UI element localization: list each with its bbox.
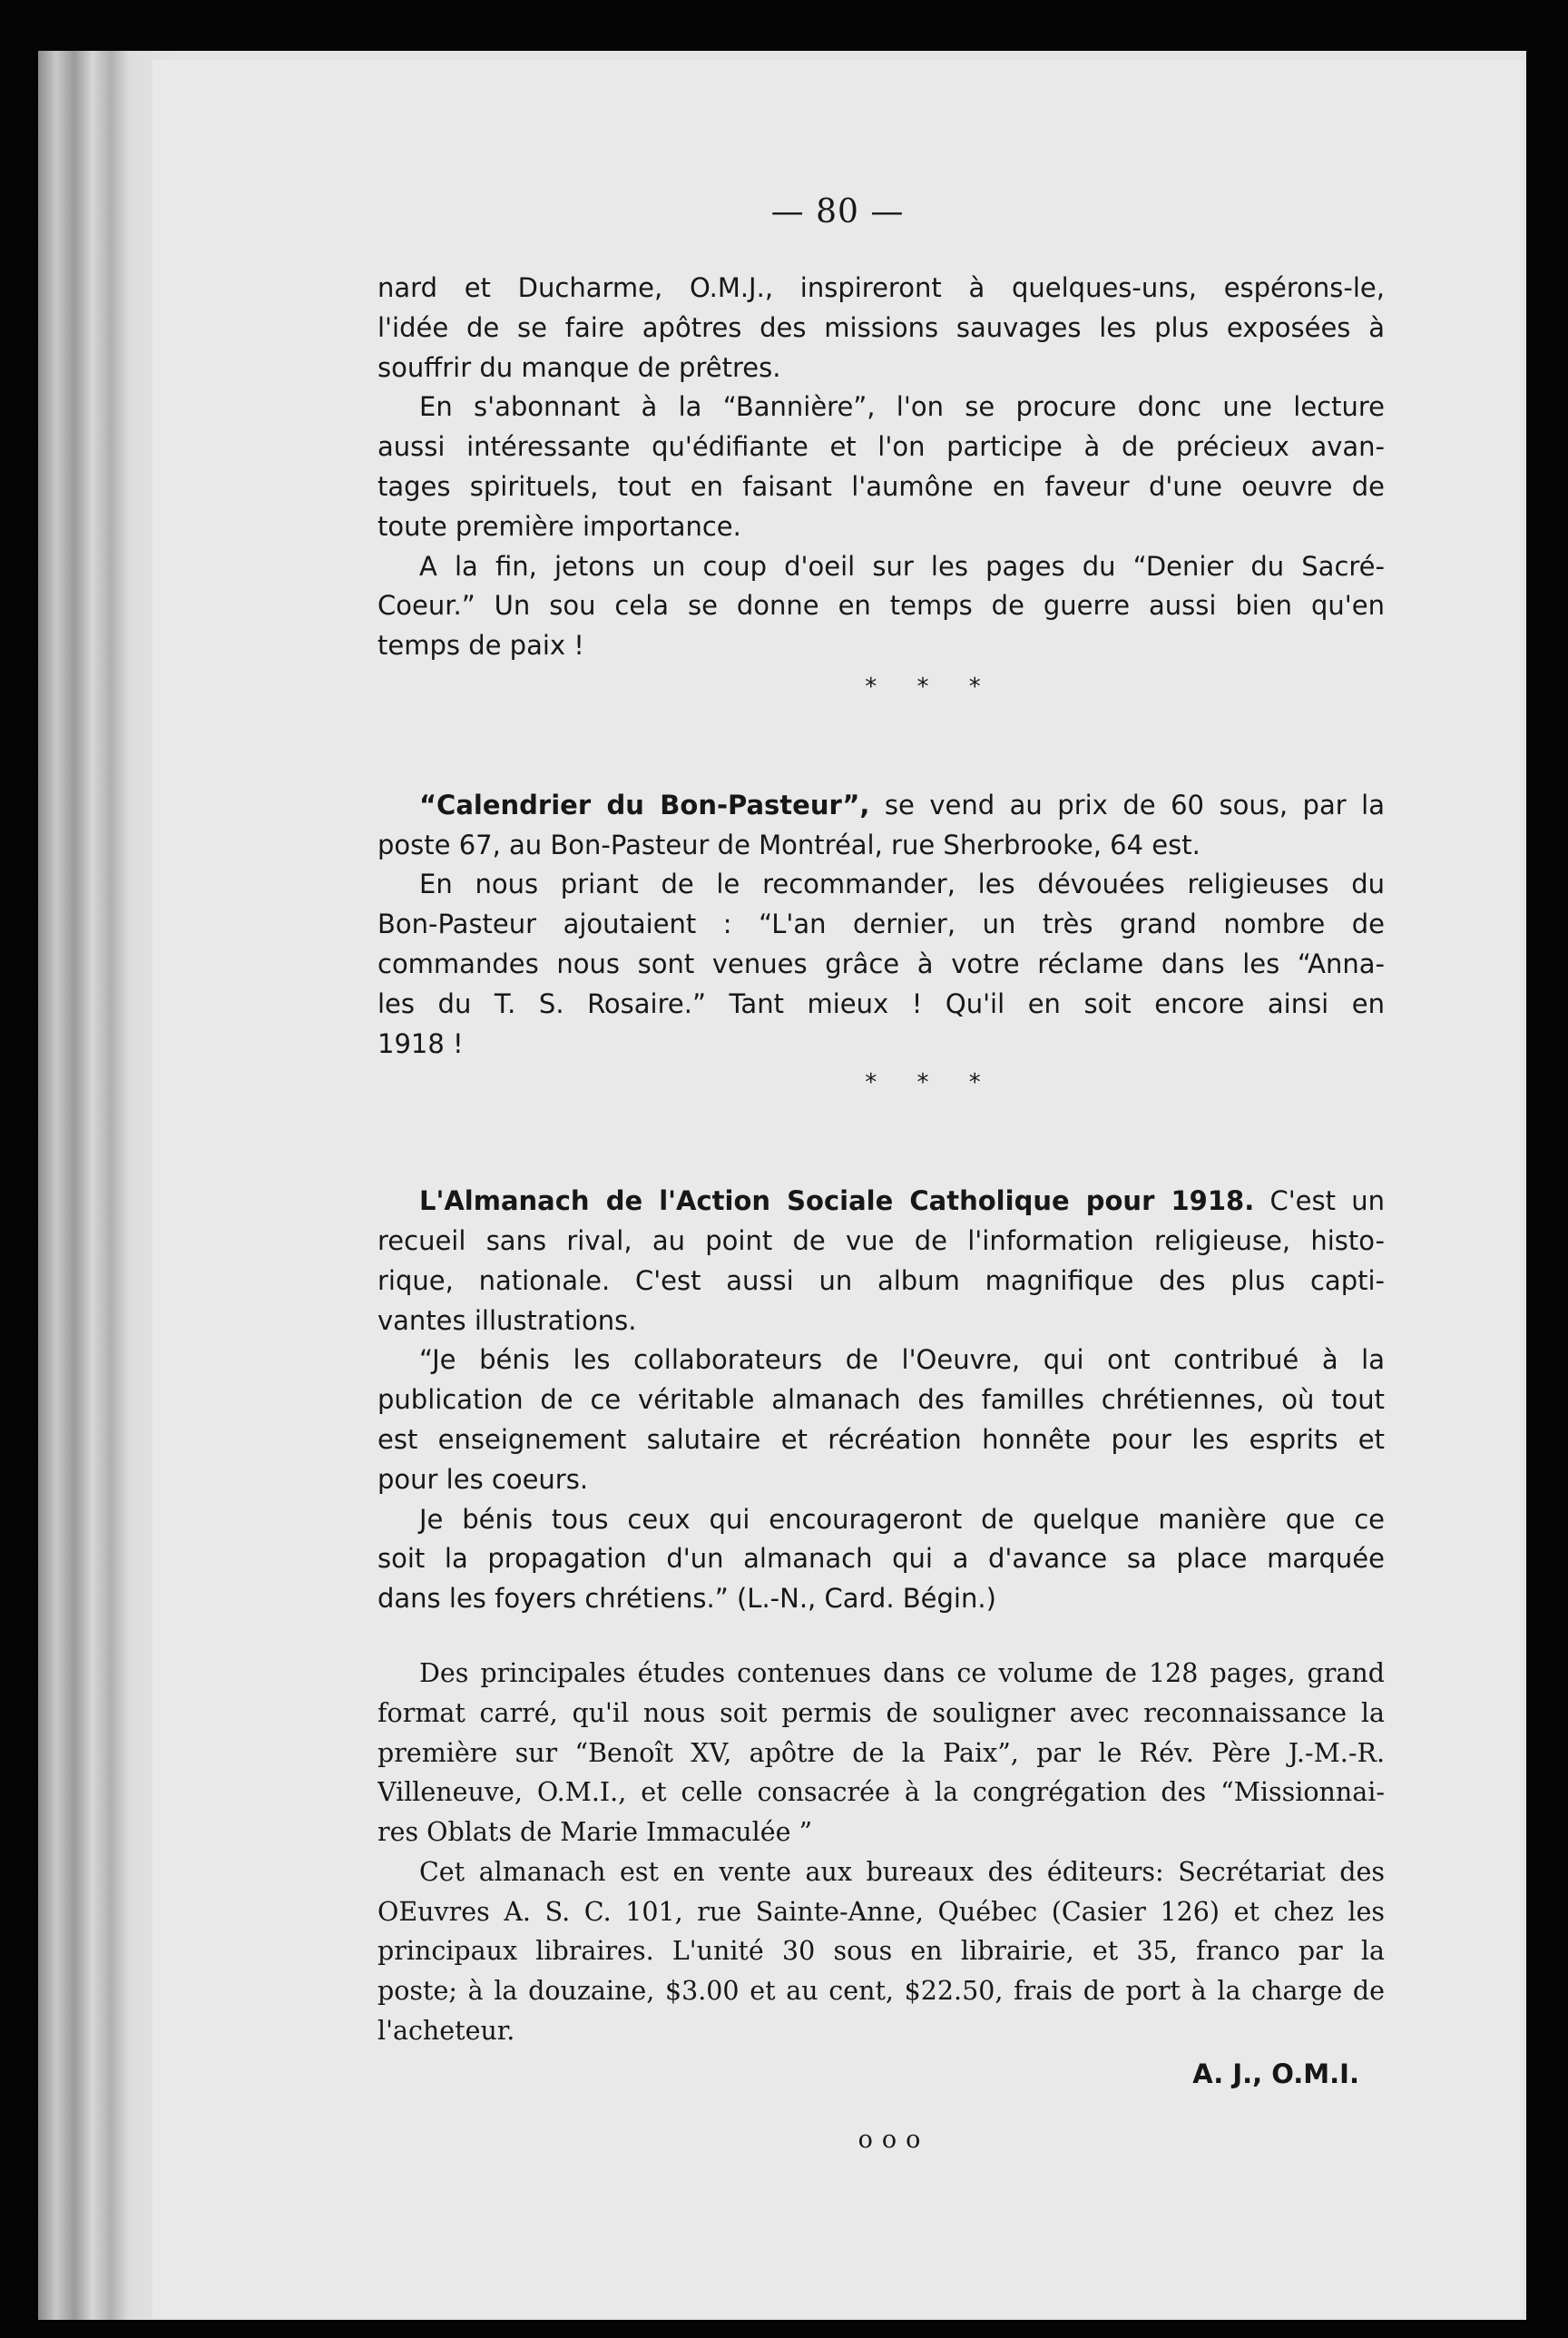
- text-line: [377, 786, 1385, 826]
- text-line: poste; à la douzaine, $3.00 et au cent, $22.50, frais de port à la charge de: [377, 1976, 1385, 2007]
- spacer: [377, 1104, 1385, 1182]
- text-line: est enseignement salutaire et récréation honnête pour les esprits et: [377, 1423, 1385, 1455]
- section-calendrier: [377, 786, 1385, 1065]
- ending-mark: ooo: [858, 2125, 930, 2154]
- text-line: “Je bénis les collaborateurs de l'Oeuvre, qui ont contribué à la: [419, 1344, 1385, 1376]
- text-fragment: se vend au prix de 60 sous, par la: [869, 789, 1385, 820]
- separator: * * *: [865, 673, 997, 701]
- section-etudes: [377, 1654, 1385, 2051]
- text-line: dans les foyers chrétiens.” (L.-N., Card. Bégin.): [377, 1583, 996, 1615]
- text-line: pour les coeurs.: [377, 1463, 589, 1495]
- text-line: En s'abonnant à la “Bannière”, l'on se procure donc une lecture: [419, 391, 1385, 423]
- text-line: Coeur.” Un sou cela se donne en temps de guerre aussi bien qu'en: [377, 590, 1385, 622]
- text-fragment: C'est un: [1254, 1185, 1385, 1217]
- text-line: les du T. S. Rosaire.” Tant mieux ! Qu'il en soit encore ainsi en: [377, 987, 1385, 1019]
- section-almanach: [377, 1182, 1385, 1619]
- text-line: res Oblats de Marie Immaculée ”: [377, 1817, 813, 1848]
- section-title: “Calendrier du Bon-Pasteur”,: [419, 789, 870, 820]
- text-line: Je bénis tous ceux qui encourageront de quelque manière que ce: [419, 1503, 1385, 1535]
- signature: A. J., O.M.I.: [1192, 2058, 1359, 2089]
- page-body: [377, 269, 1385, 2160]
- text-line: 1918 !: [377, 1027, 464, 1059]
- text-line: [377, 1182, 1385, 1222]
- text-line: temps de paix !: [377, 630, 584, 662]
- text-line: A la fin, jetons un coup d'oeil sur les pages du “Denier du Sacré-: [419, 550, 1385, 582]
- text-line: principaux libraires. L'unité 30 sous en librairie, et 35, franco par la: [377, 1936, 1385, 1967]
- text-line: vantes illustrations.: [377, 1304, 637, 1336]
- separator: * * *: [865, 1069, 997, 1097]
- text-line: première sur “Benoît XV, apôtre de la Paix”, par le Rév. Père J.-M.-R.: [377, 1737, 1385, 1768]
- text-line: soit la propagation d'un almanach qui a d'avance sa place marquée: [377, 1543, 1385, 1575]
- text-line: Bon-Pasteur ajoutaient : “L'an dernier, un très grand nombre de: [377, 909, 1385, 940]
- text-line: souffrir du manque de prêtres.: [377, 351, 781, 383]
- text-line: l'acheteur.: [377, 2016, 515, 2047]
- text-line: rique, nationale. C'est aussi un album magnifique des plus capti-: [377, 1264, 1385, 1296]
- text-line: OEuvres A. S. C. 101, rue Sainte-Anne, Québec (Casier 126) et chez les: [377, 1896, 1385, 1927]
- text-line: nard et Ducharme, O.M.J., inspireront à quelques-uns, espérons-le,: [377, 272, 1385, 303]
- text-line: format carré, qu'il nous soit permis de souligner avec reconnaissance la: [377, 1697, 1385, 1728]
- text-line: toute première importance.: [377, 510, 741, 542]
- text-line: aussi intéressante qu'édifiante et l'on participe à de précieux avan-: [377, 431, 1385, 463]
- text-line: recueil sans rival, au point de vue de l'information religieuse, histo-: [377, 1224, 1385, 1256]
- text-line: commandes nous sont venues grâce à votre réclame dans les “Anna-: [377, 948, 1385, 979]
- book-page: [152, 60, 1523, 2318]
- text-line: l'idée de se faire apôtres des missions sauvages les plus exposées à: [377, 311, 1385, 343]
- text-line: Des principales études contenues dans ce volume de 128 pages, grand: [419, 1657, 1385, 1688]
- section-title: L'Almanach de l'Action Sociale Catholique pour 1918.: [419, 1185, 1255, 1217]
- spacer: [377, 1619, 1385, 1654]
- text-line: tages spirituels, tout en faisant l'aumône en faveur d'une oeuvre de: [377, 470, 1385, 502]
- text-line: Villeneuve, O.M.I., et celle consacrée à la congrégation des “Missionnai-: [377, 1777, 1385, 1808]
- text-line: publication de ce véritable almanach des familles chrétiennes, où tout: [377, 1384, 1385, 1416]
- text-line: En nous priant de le recommander, les dévouées religieuses du: [419, 869, 1385, 900]
- text-line: poste 67, au Bon-Pasteur de Montréal, rue Sherbrooke, 64 est.: [377, 829, 1200, 860]
- section-banniere: [377, 269, 1385, 666]
- page-number: — 80 —: [770, 193, 905, 231]
- spacer: [377, 708, 1385, 786]
- text-line: Cet almanach est en vente aux bureaux des éditeurs: Secrétariat des: [419, 1856, 1385, 1887]
